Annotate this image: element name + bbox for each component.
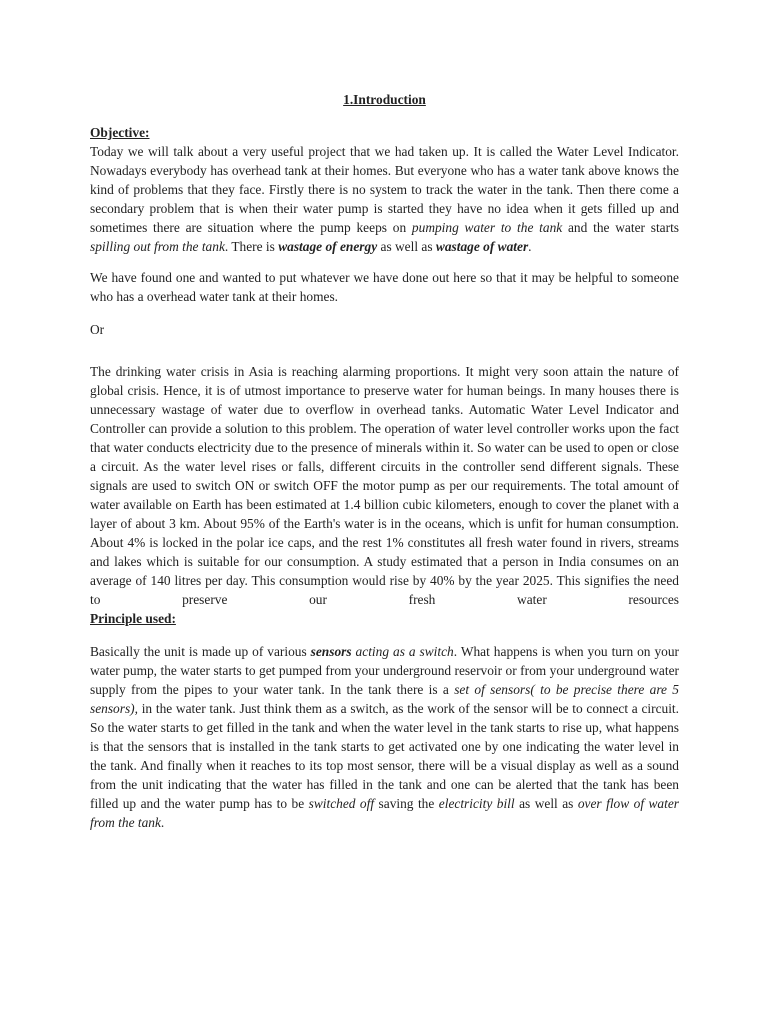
text-run: Today we will talk about a very useful project that we had taken up. It is called the Water Level Indicator. Nowadays everybody has overhead tank at their homes. But everyone who has a water tank above knows the kind of problems that they face. Firstly there is no system to track the water in the tank. Then there come a secondary problem that is when their water pump is started they have no idea when it gets filled up and sometimes there are situation where the pump keeps on (90, 144, 679, 235)
text-run: and the water starts (562, 220, 680, 235)
text-run: as well as (377, 239, 436, 254)
objective-heading: Objective: (90, 125, 150, 140)
or-separator: Or (90, 322, 105, 337)
objective-paragraph-2: We have found one and wanted to put whatever we have done out here so that it may be helpful to someone who has a overhead water tank at their homes. (90, 270, 679, 304)
section-title: 1.Introduction (343, 92, 426, 107)
bold-italic-text: sensors (310, 644, 352, 659)
bold-italic-text: wastage of water (435, 239, 529, 254)
objective-paragraph-3: The drinking water crisis in Asia is reaching alarming proportions. It might very soon attain the nature of global crisis. Hence, it is of utmost importance to preserve water for human beings. In many houses there is unnecessary wastage of water due to overflow in overhead tanks. Automatic Water Level Indicator and Controller can provide a solution to this problem. The operation of water level controller works upon the fact that water conducts electricity due to the presence of minerals within it. So water can be used to open or close a circuit. As the water level rises or falls, different circuits in the controller send different signals. These signals are used to switch ON or switch OFF the motor pump as per our requirements. The total amount of water available on Earth has been estimated at 1.4 billion cubic kilometers, enough to cover the planet with a layer of about 3 km. About 95% of the Earth's water is in the oceans, which is unfit for human consumption. About 4% is locked in the polar ice caps, and the rest 1% constitutes all fresh water found in rivers, streams and lakes which is suitable for our consumption. A study estimated that a person in India consumes on an average of 140 litres per day. This consumption would rise by 40% by the year 2025. This signifies the need to preserve our fresh water resources (90, 364, 679, 607)
text-run: Basically the unit is made up of various (90, 644, 311, 659)
text-run: . There is (224, 239, 279, 254)
text-run: . (528, 239, 532, 254)
italic-text: acting as a switch (351, 644, 454, 659)
text-run: in the water tank. Just think them as a switch, as the work of the sensor will be to connect a circuit. So the water starts to get filled in the tank and when the water level in the tank starts to rise up, what happens is that the sensors that is installed in the tank starts to get activated one by one indicating the water level in the tank. And finally when it reaches to its top most sensor, there will be a visual display as well as a sound from the unit indicating that the water has filled in the tank and one can be alerted that the tank has been filled up and the water pump has to be (90, 701, 679, 811)
principle-heading: Principle used: (90, 611, 176, 626)
principle-paragraph (90, 642, 679, 832)
italic-text: pumping water to the tank (411, 220, 563, 235)
text-run: as well as (514, 796, 578, 811)
italic-text: set of sensors( to be precise there are 5 sensors), (90, 682, 680, 716)
italic-text: over flow of water from the tank (90, 796, 679, 830)
bold-italic-text: wastage of energy (278, 239, 378, 254)
text-run: . What happens is when you turn on your water pump, the water starts to get pumped from your underground reservoir or from your underground water supply from the pipes to your water tank. In the tank there is a (90, 644, 680, 697)
document-page (90, 90, 679, 832)
text-run: . (160, 815, 165, 830)
italic-text: switched off (308, 796, 375, 811)
objective-paragraph-1 (90, 142, 679, 256)
italic-text: electricity bill (438, 796, 515, 811)
text-run: saving the (374, 796, 439, 811)
italic-text: spilling out from the tank (90, 239, 225, 254)
